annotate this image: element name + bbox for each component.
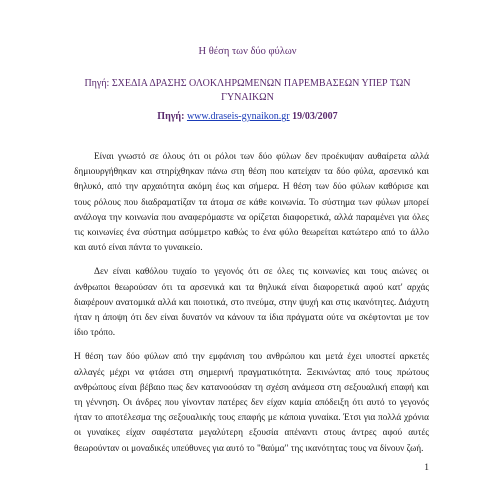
- paragraph: Δεν είναι καθόλου τυχαίο το γεγονός ότι σε όλες τις κοινωνίες και τους αιώνες οι άνθρωποι θεωρούσαν ότι τα αρσενικά και τα θηλυκά είναι διαφορετικά αφού κατ' αρχάς διαφέρουν ανατομικά αλλά και ποιοτικά, στο πνεύμα, στην ψυχή και στις ικανότητες. Διάχυτη ήταν η άποψη ότι δεν είναι δυνατόν να κάνουν τα ίδια πράγματα ούτε να σκέφτονται με τον ίδιο τρόπο.: [74, 267, 429, 339]
- paragraph: Η θέση των δύο φύλων από την εμφάνιση του ανθρώπου και μετά έχει υποστεί αρκετές αλλαγές μέχρι να φτάσει στη σημερινή πραγματικότητα. Ξεκινώντας από τους πρώτους ανθρώπους είναι βέβαιο πως δεν κατανοούσαν τη σχέση ανάμεσα στη σεξουαλική επαφή και τη γέννηση. Οι άνδρες που γίνονταν πατέρες δεν είχαν καμία απόδειξη ότι αυτό το γεγονός ήταν το αποτέλεσμα της σεξουαλικής τους επαφής με κάποια γυναίκα. Έτσι για πολλά χρόνια οι γυναίκες είχαν σαφέστατα μεγαλύτερη εξουσία απέναντι στους άντρες αφού αυτές θεωρούνταν οι μοναδικές υπεύθυνες για αυτό το "θαύμα" της ικανότητας τους να δίνουν ζωή.: [74, 352, 429, 454]
- source-link[interactable]: www.draseis-gynaikon.gr: [186, 111, 290, 122]
- source-link-date: 19/03/2007: [289, 111, 338, 122]
- source-link-line: [0, 111, 495, 122]
- source-link-prefix: Πηγή:: [157, 111, 187, 122]
- page-number: 1: [424, 463, 429, 473]
- source-line: Πηγή: ΣΧΕΔΙΑ ΔΡΑΣΗΣ ΟΛΟΚΛΗΡΩΜΕΝΩΝ ΠΑΡΕΜΒΑΣΕΩΝ ΥΠΕΡ ΤΩΝ ΓΥΝΑΙΚΩΝ: [84, 78, 411, 103]
- page-title: Η θέση των δύο φύλων: [198, 46, 297, 57]
- body-text: [74, 150, 429, 466]
- paragraph: Είναι γνωστό σε όλους ότι οι ρόλοι των δύο φύλων δεν προέκυψαν αυθαίρετα αλλά δημιουργήθηκαν και στηρίχθηκαν πάνω στη θέση που κατείχαν τα δύο φύλα, αρσενικό και θηλυκό, από την αρχαιότητα ακόμη έως και σήμερα. Η θέση των δύο φύλων καθόρισε και τους ρόλους που διαδραματίζαν τα άτομα σε κάθε κοινωνία. Το σύστημα των φύλων μπορεί ανάλογα την κοινωνία που αναφερόμαστε να ορίζεται διαφορετικά, αλλά παραμένει για όλες τις κοινωνίες ένα σύστημα ασύμμετρο καθώς το ένα φύλο θεωρείται κατώτερο από το άλλο και αυτό είναι πάντα το γυναικείο.: [74, 152, 429, 254]
